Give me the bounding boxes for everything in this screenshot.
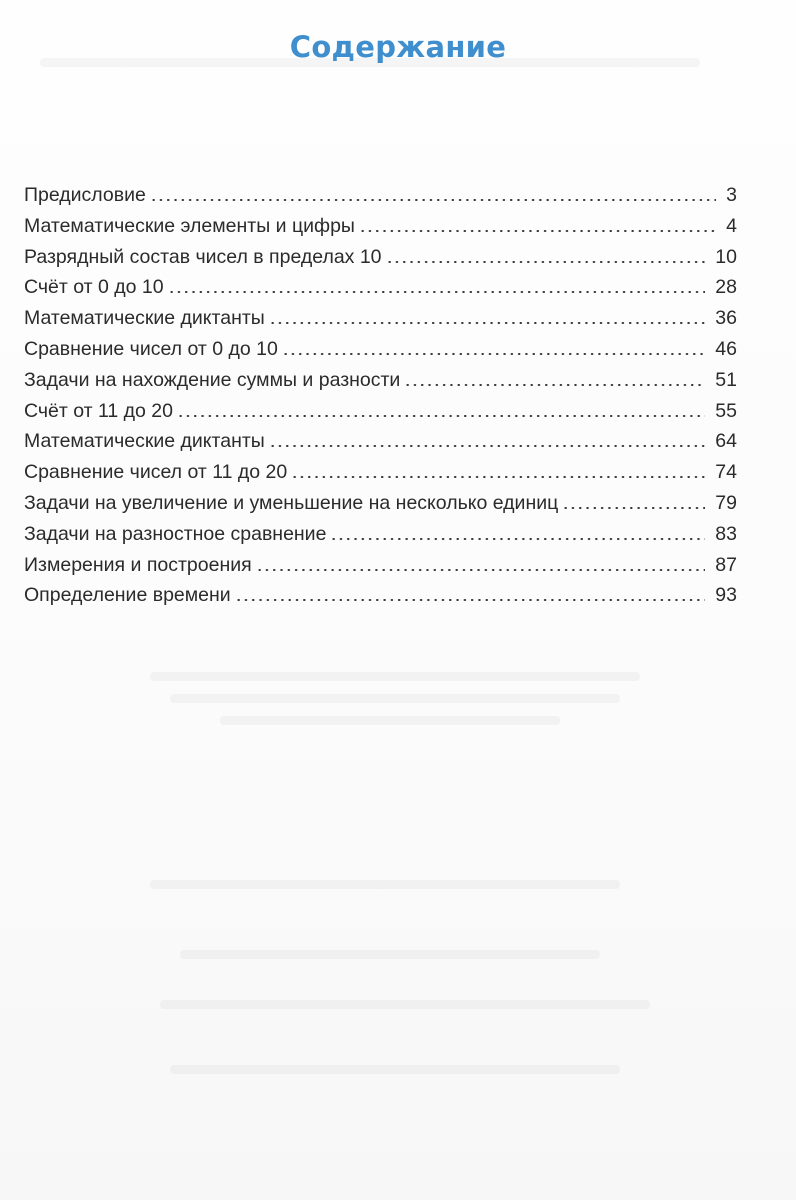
show-through-ghost: [170, 1065, 620, 1074]
toc-entry-page: 51: [715, 368, 737, 391]
page-title: Содержание: [289, 30, 507, 64]
toc-entry-label: Сравнение чисел от 0 до 10: [24, 337, 278, 360]
toc-entry-label: Сравнение чисел от 11 до 20: [24, 461, 288, 484]
dot-leader: [269, 445, 705, 447]
toc-entry-page: 64: [715, 430, 737, 453]
toc-entry[interactable]: [24, 457, 737, 488]
toc-entry[interactable]: [24, 519, 737, 550]
toc-entry-label: Задачи на увеличение и уменьшение на несколько единиц: [24, 491, 559, 514]
show-through-ghost: [150, 880, 620, 889]
toc-entry[interactable]: [24, 211, 737, 242]
toc-entry-page: 28: [715, 276, 737, 299]
toc-entry-page: 74: [715, 461, 737, 484]
toc-entry[interactable]: [24, 180, 737, 211]
toc-entry[interactable]: [24, 426, 737, 457]
dot-leader: [269, 322, 705, 324]
toc-entry[interactable]: [24, 272, 737, 303]
toc-entry-label: Задачи на разностное сравнение: [24, 522, 327, 545]
show-through-ghost: [150, 672, 640, 681]
toc-entry-page: 55: [715, 399, 737, 422]
toc-entry-label: Предисловие: [24, 184, 146, 206]
toc-entry-label: Математические диктанты: [24, 430, 265, 453]
toc-entry-label: Разрядный состав чисел в пределах 10: [24, 245, 382, 268]
toc-entry[interactable]: [24, 365, 737, 396]
toc-entry-page: 79: [715, 491, 737, 514]
toc-entry[interactable]: [24, 550, 737, 581]
show-through-ghost: [170, 694, 620, 703]
toc-entry-page: 10: [715, 245, 737, 268]
toc-entry-label: Измерения и построения: [24, 553, 252, 576]
dot-leader: [168, 291, 706, 293]
toc-entry-label: Математические диктанты: [24, 307, 265, 330]
dot-leader: [291, 476, 705, 478]
toc-entry-page: 46: [715, 337, 737, 360]
dot-leader: [386, 261, 706, 263]
dot-leader: [404, 384, 705, 386]
show-through-ghost: [160, 1000, 650, 1009]
show-through-ghost: [180, 950, 600, 959]
toc-entry[interactable]: [24, 488, 737, 519]
toc-entry-label: Счёт от 11 до 20: [24, 399, 173, 422]
toc-entry[interactable]: [24, 334, 737, 365]
toc-entry-label: Определение времени: [24, 584, 231, 607]
dot-leader: [256, 569, 706, 571]
table-of-contents: [24, 180, 737, 611]
toc-entry-page: 4: [726, 214, 737, 237]
toc-entry-label: Математические элементы и цифры: [24, 214, 355, 237]
toc-entry-page: 87: [715, 553, 737, 576]
toc-entry[interactable]: [24, 303, 737, 334]
show-through-ghost: [220, 716, 560, 725]
toc-entry-page: 83: [715, 522, 737, 545]
dot-leader: [177, 415, 705, 417]
dot-leader: [150, 199, 716, 201]
dot-leader: [359, 230, 716, 232]
toc-entry[interactable]: [24, 580, 737, 611]
toc-entry[interactable]: [24, 242, 737, 273]
toc-entry-label: Счёт от 0 до 10: [24, 276, 164, 299]
dot-leader: [282, 353, 705, 355]
toc-entry-page: 93: [715, 584, 737, 607]
toc-entry-label: Задачи на нахождение суммы и разности: [24, 368, 401, 391]
toc-entry-page: 36: [715, 307, 737, 330]
dot-leader: [562, 507, 705, 509]
dot-leader: [330, 538, 705, 540]
toc-entry-page: 3: [726, 184, 737, 206]
toc-entry[interactable]: [24, 396, 737, 427]
dot-leader: [235, 599, 706, 601]
